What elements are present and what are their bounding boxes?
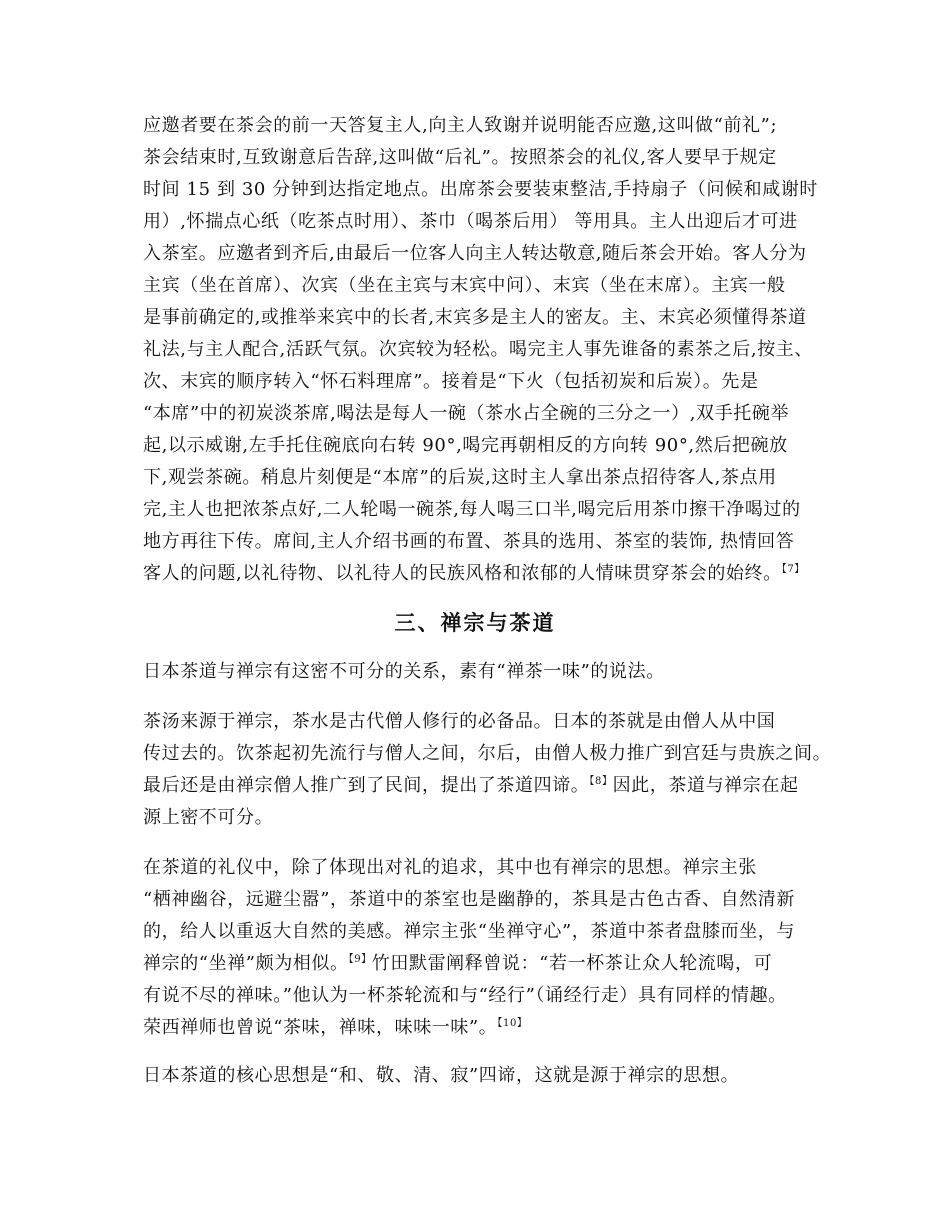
text-line: 茶汤来源于禅宗，茶水是古代僧人修行的必备品。日本的茶就是由僧人从中国 <box>143 711 776 732</box>
text-line: 日本茶道的核心思想是“和、敬、清、寂”四谛，这就是源于禅宗的思想。 <box>143 1065 740 1086</box>
citation-ref[interactable]: 【9】 <box>348 954 372 965</box>
text-line: 起,以示威谢,左手托住碗底向右转 90°,喝完再朝相反的方向转 90°,然后把碗放 <box>143 435 788 456</box>
text-line <box>143 562 805 586</box>
text-line: “栖神幽谷，远避尘嚣”，茶道中的茶室也是幽静的，茶具是古色古香、自然清新 <box>143 889 796 910</box>
text-line: 日本茶道与禅宗有这密不可分的关系，素有“禅茶一味”的说法。 <box>143 661 665 682</box>
text-line: 次、末宾的顺序转入“怀石料理席”。接着是“下火（包括初炭和后炭）。先是 <box>143 371 759 392</box>
text-line: “本席”中的初炭淡茶席,喝法是每人一碗（茶水占全碗的三分之一）,双手托碗举 <box>143 403 790 424</box>
text-line <box>143 774 799 798</box>
text-span: 荣西禅师也曾说“茶味，禅味，味味一味”。 <box>143 1017 498 1038</box>
text-line: 时间 15 到 30 分钟到达指定地点。出席茶会要装束整洁,手持扇子（问候和咸谢时 <box>143 179 819 200</box>
text-line: 用）,怀揣点心纸（吃茶点时用）、茶巾（喝茶后用） 等用具。主人出迎后才可进 <box>143 211 798 232</box>
text-line: 主宾（坐在首席）、次宾（坐在主宾与末宾中问）、末宾（坐在末席）。主宾一般 <box>143 275 786 296</box>
section-heading: 三、禅宗与茶道 <box>394 611 556 635</box>
text-line: 完,主人也把浓茶点好,二人轮喝一碗茶,每人喝三口半,喝完后用茶巾擦干净喝过的 <box>143 499 801 520</box>
text-span: 客人的问题,以礼待物、以礼待人的民族风格和浓郁的人情味贯穿茶会的始终。 <box>143 563 782 584</box>
text-line: 应邀者要在茶会的前一天答复主人,向主人致谢并说明能否应邀,这叫做“前礼”; <box>143 115 778 136</box>
text-line: 的，给人以重返大自然的美感。禅宗主张“坐禅守心”，茶道中茶者盘膝而坐，与 <box>143 921 796 942</box>
citation-ref[interactable]: 【8】 <box>589 776 613 787</box>
citation-ref[interactable]: 【10】 <box>497 1018 528 1029</box>
text-line: 下,观尝茶碗。稍息片刻便是“本席”的后炭,这时主人拿出茶点招待客人,茶点用 <box>143 467 777 488</box>
text-line: 茶会结束时,互致谢意后告辞,这叫做“后礼”。按照茶会的礼仪,客人要早于规定 <box>143 147 777 168</box>
text-line <box>143 952 772 976</box>
text-line: 在茶道的礼仪中，除了体现出对礼的追求，其中也有禅宗的思想。禅宗主张 <box>143 857 757 878</box>
text-span: 因此，茶道与禅宗在起 <box>612 775 799 796</box>
text-line: 传过去的。饮茶起初先流行与僧人之间，尔后，由僧人极力推广到宫廷与贵族之间。 <box>143 743 832 764</box>
text-line: 地方再往下传。席间,主人介绍书画的布置、茶具的选用、茶室的装饰, 热情回答 <box>143 531 795 552</box>
text-line: 源上密不可分。 <box>143 807 274 828</box>
text-span: 竹田默雷阐释曾说：“若一杯茶让众人轮流喝，可 <box>371 953 773 974</box>
text-span: 最后还是由禅宗僧人推广到了民间，提出了茶道四谛。 <box>143 775 590 796</box>
text-line: 礼法,与主人配合,活跃气氛。次宾较为轻松。喝完主人事先谁备的素茶之后,按主、 <box>143 339 813 360</box>
text-line: 有说不尽的禅味。”他认为一杯茶轮流和与“经行”（诵经行走）具有同样的情趣。 <box>143 985 787 1006</box>
text-span: 禅宗的“坐禅”颇为相似。 <box>143 953 349 974</box>
text-line: 入茶室。应邀者到齐后,由最后一位客人向主人转达敬意,随后茶会开始。客人分为 <box>143 243 807 264</box>
text-line: 是事前确定的,或推举来宾中的长者,末宾多是主人的密友。主、末宾必须懂得茶道 <box>143 307 807 328</box>
citation-ref[interactable]: 【7】 <box>781 564 805 575</box>
text-line <box>143 1016 528 1040</box>
